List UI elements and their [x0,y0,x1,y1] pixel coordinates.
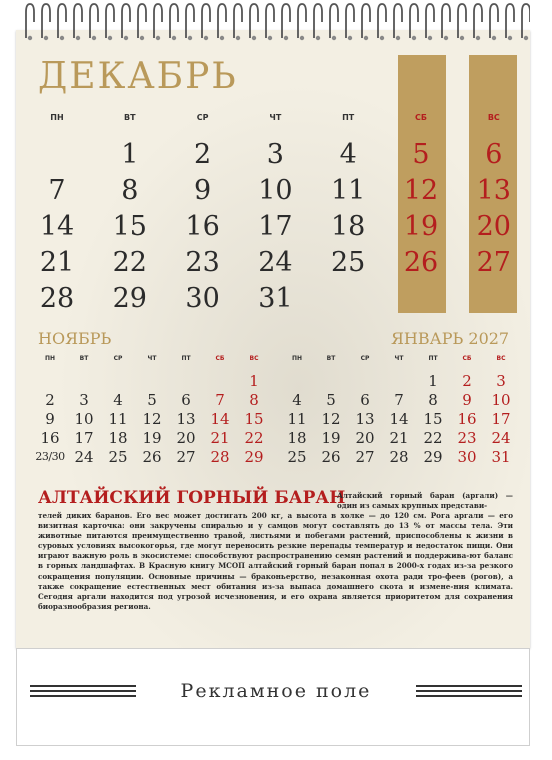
weekday-header: ПТ [342,113,355,122]
day-cell: 24 [258,247,293,278]
day-cell: 10 [74,410,94,428]
day-cell: 19 [142,429,162,447]
spiral-ring [394,4,402,40]
day-cell: 21 [39,247,75,278]
day-cell: 13 [176,410,196,428]
day-cell: 3 [266,139,284,170]
day-cell: 10 [491,391,511,409]
day-cell: 27 [355,448,375,466]
day-cell: 17 [491,410,511,428]
day-cell: 12 [142,410,162,428]
day-cell: 22 [244,429,264,447]
day-cell: 3 [496,372,506,390]
day-cell: 2 [45,391,55,409]
spiral-ring [138,4,146,40]
spiral-ring [218,4,226,40]
day-cell: 7 [215,391,225,409]
day-cell: 26 [403,247,439,278]
ad-field-label: Рекламное поле [180,680,372,702]
day-cell: 8 [121,175,139,206]
spiral-ring [410,4,418,40]
day-cell: 6 [181,391,191,409]
weekday-header: СР [360,355,370,362]
spiral-ring [170,4,178,40]
weekday-header: ПТ [181,355,191,362]
spiral-ring [378,4,386,40]
spiral-ring [346,4,354,40]
spiral-ring [234,4,242,40]
day-cell: 9 [45,410,55,428]
weekday-header: СБ [462,355,472,362]
weekday-header: ПН [50,113,64,122]
day-cell: 27 [176,448,196,466]
weekday-header: СБ [215,355,225,362]
day-cell: 14 [39,211,75,242]
day-cell: 5 [412,139,430,170]
spiral-ring [90,4,98,40]
day-cell: 21 [389,429,409,447]
day-cell: 22 [112,247,147,278]
weekday-header: ВТ [326,355,336,362]
day-cell: 2 [462,372,472,390]
weekday-header: СР [113,355,123,362]
weekday-header: ЧТ [394,355,404,362]
day-cell: 7 [394,391,404,409]
day-cell: 11 [287,410,307,428]
day-cell: 18 [331,211,366,242]
spiral-ring [202,4,210,40]
day-cell: 9 [194,175,212,206]
day-cell: 4 [292,391,302,409]
day-cell: 29 [112,283,147,314]
day-cell: 27 [476,247,511,278]
day-cell: 15 [244,410,264,428]
day-cell: 3 [79,391,89,409]
spiral-ring [26,4,34,40]
day-cell: 11 [331,175,366,206]
day-cell: 5 [147,391,157,409]
day-cell: 6 [485,139,503,170]
day-cell: 1 [249,372,259,390]
spiral-ring [442,4,450,40]
day-cell: 23 [457,429,477,447]
article-body: телей диких баранов. Его вес может достигать 200 кг, а высота в холке — до 120 см. Рога аргали — его визитная карточка: они закручены спиралью и у самцов могут составлять до 13 % от массы тела. Эти животные питаются преимущественно травой, листьями и побегами растений, приспособлены к жизни в суровых условиях высокогорья, где могут переносить резкие перепады температур и недостаток пищи. Они играют важную роль в экосистеме: способствуют распространению семян растений и поддержива-ют баланс в горных ландшафтах. В Красную книгу МСОП алтайский горный баран попал в 2000-х годах из-за резкого сокращения популяции. Основные причины — браконьерство, незаконная охота ради тро-феев (рогов), а также сокращение естественных мест обитания из-за выпаса домашнего скота и измене-ния климата. Сегодня аргали находится под угрозой исчезновения, и его охрана является приоритетом для сохранения биоразнообразия региона. [38,511,513,611]
weekday-header: ПТ [428,355,438,362]
day-cell: 28 [389,448,409,466]
weekday-header: ЧТ [269,113,282,122]
next-month-title: ЯНВАРЬ 2027 [391,329,510,348]
day-cell: 20 [355,429,375,447]
day-cell: 25 [287,448,307,466]
weekday-header: ПН [291,355,303,362]
spiral-ring [106,4,114,40]
spiral-ring [330,4,338,40]
day-cell: 12 [403,175,439,206]
day-cell: 14 [389,410,409,428]
spiral-binding [20,2,530,42]
spiral-ring [458,4,466,40]
day-cell: 16 [457,410,477,428]
day-cell: 1 [428,372,438,390]
spiral-ring [506,4,514,40]
weekday-header: ВТ [79,355,89,362]
spiral-ring [426,4,434,40]
day-cell: 25 [108,448,128,466]
day-cell: 18 [287,429,307,447]
article-lead: Алтайский горный баран (аргали) — один из самых крупных представи- [337,491,513,510]
weekday-header: СР [196,113,209,122]
day-cell: 20 [476,211,511,242]
day-cell: 29 [423,448,443,466]
prev-month-title: НОЯБРЬ [38,329,112,348]
weekday-header: ВС [487,113,500,122]
weekday-header: ВС [249,355,259,362]
day-cell: 17 [258,211,293,242]
spiral-ring [266,4,274,40]
day-cell: 8 [249,391,259,409]
spiral-ring [42,4,50,40]
day-cell: 30 [457,448,477,466]
day-cell: 7 [48,175,66,206]
day-cell: 1 [121,139,139,170]
day-cell: 2 [194,139,212,170]
day-cell: 28 [39,283,75,314]
spiral-ring [122,4,130,40]
day-cell: 15 [423,410,443,428]
day-cell: 22 [423,429,443,447]
day-cell: 21 [210,429,230,447]
day-cell: 28 [210,448,230,466]
day-cell: 9 [462,391,472,409]
spiral-ring [490,4,498,40]
spiral-ring [362,4,370,40]
day-cell: 23/30 [35,450,65,463]
day-cell: 17 [74,429,94,447]
day-cell: 12 [321,410,341,428]
day-cell: 25 [331,247,366,278]
spiral-ring [74,4,82,40]
day-cell: 19 [403,211,439,242]
day-cell: 5 [326,391,336,409]
weekday-header: ВС [496,355,506,362]
spiral-ring [298,4,306,40]
day-cell: 24 [491,429,511,447]
spiral-ring [250,4,258,40]
day-cell: 31 [491,448,511,466]
day-cell: 20 [176,429,196,447]
day-cell: 8 [428,391,438,409]
day-cell: 4 [113,391,123,409]
day-cell: 15 [112,211,147,242]
weekday-header: СБ [415,113,427,122]
article-title: АЛТАЙСКИЙ ГОРНЫЙ БАРАН [38,488,346,508]
day-cell: 16 [185,211,220,242]
spiral-ring [522,4,530,40]
day-cell: 14 [210,410,230,428]
spiral-ring [314,4,322,40]
spiral-ring [154,4,162,40]
day-cell: 30 [185,283,220,314]
spiral-ring [186,4,194,40]
day-cell: 16 [40,429,60,447]
day-cell: 6 [360,391,370,409]
day-cell: 11 [108,410,128,428]
day-cell: 31 [258,283,293,314]
spiral-ring [282,4,290,40]
day-cell: 29 [244,448,264,466]
day-cell: 13 [355,410,375,428]
day-cell: 24 [74,448,94,466]
day-cell: 13 [476,175,511,206]
day-cell: 10 [258,175,293,206]
day-cell: 26 [321,448,341,466]
spiral-ring [474,4,482,40]
day-cell: 23 [185,247,220,278]
weekday-header: ВТ [124,113,136,122]
day-cell: 18 [108,429,128,447]
weekday-header: ЧТ [147,355,157,362]
month-title: ДЕКАБРЬ [38,56,238,97]
spiral-ring [58,4,66,40]
day-cell: 26 [142,448,162,466]
weekday-header: ПН [44,355,56,362]
day-cell: 4 [339,139,357,170]
day-cell: 19 [321,429,341,447]
